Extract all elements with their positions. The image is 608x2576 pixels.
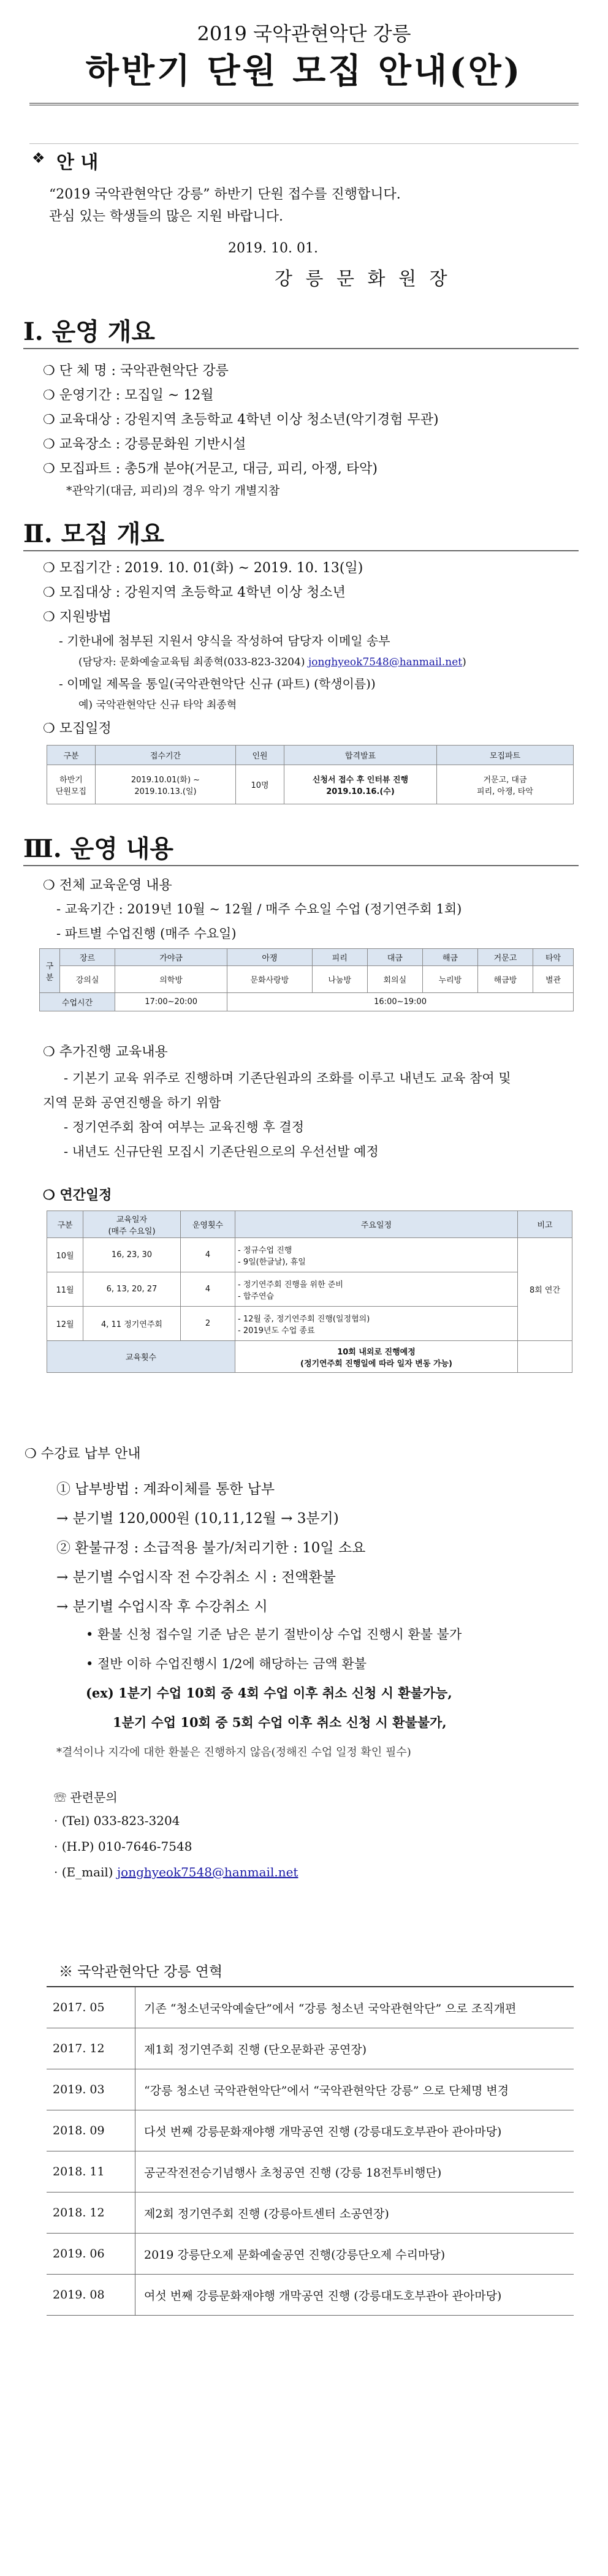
history-date: 2018. 11 [47, 2151, 135, 2193]
section1-heading: Ⅰ. 운영 개요 [23, 317, 156, 346]
annual-cell: 16, 23, 30 [83, 1238, 181, 1272]
notice-line-2: 관심 있는 학생들의 많은 지원 바랍니다. [49, 209, 283, 224]
annual-table [47, 1211, 572, 1373]
annual-cell: 4 [181, 1272, 235, 1307]
history-date: 2017. 12 [47, 2028, 135, 2069]
annual-total-empty [518, 1341, 572, 1373]
section1-note: *관악기(대금, 피리)의 경우 악기 개별지참 [66, 484, 280, 497]
schedule-cell: 2019.10.01(화) ~ 2019.10.13.(일) [96, 765, 236, 804]
annual-total-label: 교육횟수 [47, 1341, 235, 1373]
history-event: 제1회 정기연주회 진행 (단오문화관 공연장) [135, 2028, 574, 2069]
notice-line-1: “2019 국악관현악단 강릉” 하반기 단원 접수를 진행합니다. [49, 187, 401, 202]
notice-marker-icon: ❖ [32, 149, 45, 167]
schedule-th: 모집파트 [437, 746, 574, 765]
section3-item1: ❍ 전체 교육운영 내용 [43, 878, 172, 893]
contact-email-row: · (E_mail) jonghyeok7548@hanmail.net [54, 1865, 298, 1879]
part-room: 별관 [533, 966, 574, 993]
section3-heading: Ⅲ. 운영 내용 [23, 834, 174, 863]
fee-line-9: 1분기 수업 10회 중 5회 수업 이후 취소 신청 시 환불불가, [113, 1715, 447, 1730]
history-date: 2018. 12 [47, 2193, 135, 2234]
history-event: 제2회 정기연주회 진행 (강릉아트센터 소공연장) [135, 2193, 574, 2234]
history-date: 2019. 06 [47, 2234, 135, 2275]
history-event: 2019 강릉단오제 문화예술공연 진행(강릉단오제 수리마당) [135, 2234, 574, 2275]
part-th: 장르 [60, 949, 115, 966]
annual-th: 구분 [47, 1211, 83, 1238]
fee-line-6: • 환불 신청 접수일 기준 남은 분기 절반이상 수업 진행시 환불 불가 [86, 1627, 462, 1642]
annual-cell: 11월 [47, 1272, 83, 1307]
section1-item-3: ❍ 교육장소 : 강릉문화원 기반시설 [43, 437, 246, 452]
part-room: 나눔방 [312, 966, 367, 993]
fee-heading: ❍ 수강료 납부 안내 [25, 1446, 141, 1462]
annual-cell: 6, 13, 20, 27 [83, 1272, 181, 1307]
schedule-label: ❍ 모집일정 [43, 721, 112, 736]
annual-th: 비고 [518, 1211, 572, 1238]
contact-email-link[interactable]: jonghyeok7548@hanmail.net [116, 1865, 298, 1879]
schedule-th: 구분 [47, 746, 96, 765]
history-date: 2019. 08 [47, 2275, 135, 2316]
section2-item-1: ❍ 모집대상 : 강원지역 초등학교 4학년 이상 청소년 [43, 585, 346, 600]
contact-tel: · (Tel) 033-823-3204 [54, 1813, 180, 1828]
page-subtitle: 2019 국악관현악단 강릉 [197, 22, 411, 45]
schedule-cell: 10명 [236, 765, 284, 804]
annual-th: 운영횟수 [181, 1211, 235, 1238]
schedule-th: 합격발표 [284, 746, 437, 765]
method-line-1b: (담당자: 문화예술교육팀 최종혁(033-823-3204) jonghyeok7548@hanmail.net) [78, 656, 466, 668]
email-link[interactable]: jonghyeok7548@hanmail.net [308, 656, 463, 668]
schedule-th: 접수기간 [96, 746, 236, 765]
section3-rule [23, 865, 579, 866]
part-th: 거문고 [477, 949, 533, 966]
part-th: 해금 [422, 949, 477, 966]
fee-line-10: *결석이나 지각에 대한 환불은 진행하지 않음(정해진 수업 일정 확인 필수) [56, 1746, 411, 1759]
schedule-cell: 하반기 단원모집 [47, 765, 96, 804]
annual-cell: 4 [181, 1238, 235, 1272]
section3-item1b: - 파트별 수업진행 (매주 수요일) [56, 926, 237, 941]
section3-item2c: - 정기연주회 참여 여부는 교육진행 후 결정 [64, 1120, 305, 1135]
history-event: “강릉 청소년 국악관현악단”에서 “국악관현악단 강릉” 으로 단체명 변경 [135, 2069, 574, 2110]
annual-cell: - 12월 중, 정기연주회 진행(일정협의) - 2019년도 수업 종료 [235, 1307, 518, 1341]
annual-cell: 4, 11 정기연주회 [83, 1307, 181, 1341]
contact-hp: · (H.P) 010-7646-7548 [54, 1839, 192, 1854]
fee-line-3: ② 환불규정 : 소급적용 불가/처리기한 : 10일 소요 [56, 1540, 366, 1556]
section1-rule [23, 348, 579, 349]
history-event: 기존 “청소년국악예술단”에서 “강릉 청소년 국악관현악단” 으로 조직개편 [135, 1987, 574, 2028]
section3-item2: ❍ 추가진행 교육내용 [43, 1044, 168, 1060]
history-event: 여섯 번째 강릉문화재야행 개막공연 진행 (강릉대도호부관아 관아마당) [135, 2275, 574, 2316]
history-heading: ※ 국악관현악단 강릉 연혁 [59, 1964, 223, 1980]
notice-date: 2019. 10. 01. [228, 241, 318, 256]
section2-heading: Ⅱ. 모집 개요 [23, 519, 165, 548]
annual-cell: - 정기연주회 진행을 위한 준비 - 합주연습 [235, 1272, 518, 1307]
annual-cell: 2 [181, 1307, 235, 1341]
history-date: 2018. 09 [47, 2110, 135, 2151]
history-event: 다섯 번째 강릉문화재야행 개막공연 진행 (강릉대도호부관아 관아마당) [135, 2110, 574, 2151]
section3-item3: ❍ 연간일정 [43, 1187, 112, 1203]
method-line-2b: 예) 국악관현악단 신규 타악 최종혁 [78, 699, 237, 711]
annual-cell: - 정규수업 진행 - 9일(한글날), 휴일 [235, 1238, 518, 1272]
history-table [47, 1986, 574, 2316]
history-date: 2019. 03 [47, 2069, 135, 2110]
part-th: 피리 [312, 949, 367, 966]
annual-th: 주요일정 [235, 1211, 518, 1238]
section1-item-2: ❍ 교육대상 : 강원지역 초등학교 4학년 이상 청소년(악기경험 무관) [43, 412, 439, 428]
schedule-th: 인원 [236, 746, 284, 765]
schedule-cell: 거문고, 대금 피리, 아쟁, 타악 [437, 765, 574, 804]
section2-item-2: ❍ 지원방법 [43, 610, 112, 625]
part-table [39, 948, 574, 1011]
section2-item-0: ❍ 모집기간 : 2019. 10. 01(화) ~ 2019. 10. 13(일) [43, 561, 363, 576]
part-th: 타악 [533, 949, 574, 966]
part-room: 문화사랑방 [227, 966, 313, 993]
method-line-2: - 이메일 제목을 통일(국악관현악단 신규 (파트) (학생이름)) [59, 676, 376, 691]
method-line-1: - 기한내에 첨부된 지원서 양식을 작성하여 담당자 이메일 송부 [59, 633, 390, 648]
notice-rule [29, 143, 579, 144]
annual-note: 8회 연간 [518, 1238, 572, 1341]
part-room: 의학방 [115, 966, 227, 993]
annual-total-text: 10회 내외로 진행예정 (정기연주회 진행일에 따라 일자 변동 가능) [235, 1341, 518, 1373]
section3-item2d: - 내년도 신규단원 모집시 기존단원으로의 우선선발 예정 [64, 1144, 379, 1159]
notice-org: 강 릉 문 화 원 장 [275, 268, 451, 290]
section3-item2a: - 기본기 교육 위주로 진행하며 기존단원과의 조화를 이루고 내년도 교육 참여 및 [64, 1071, 511, 1086]
page-title: 하반기 단원 모집 안내(안) [85, 51, 523, 91]
part-time: 16:00~19:00 [227, 993, 574, 1011]
fee-line-7: • 절반 이하 수업진행시 1/2에 해당하는 금액 환불 [86, 1656, 367, 1671]
fee-line-2: → 분기별 120,000원 (10,11,12월 → 3분기) [56, 1511, 339, 1527]
part-room: 누리방 [422, 966, 477, 993]
section2-rule [23, 550, 579, 551]
part-th: 가야금 [115, 949, 227, 966]
section1-item-4: ❍ 모집파트 : 총5개 분야(거문고, 대금, 피리, 아쟁, 타악) [43, 461, 378, 477]
fee-line-1: ① 납부방법 : 계좌이체를 통한 납부 [56, 1481, 275, 1497]
part-th: 대금 [367, 949, 422, 966]
section3-item2b: 지역 문화 공연진행을 하기 위함 [43, 1095, 221, 1110]
part-time: 17:00~20:00 [115, 993, 227, 1011]
notice-heading: 안 내 [56, 152, 99, 173]
history-date: 2017. 05 [47, 1987, 135, 2028]
section1-item-1: ❍ 운영기간 : 모집일 ~ 12월 [43, 388, 214, 403]
schedule-table [47, 745, 574, 804]
part-room-label: 강의실 [60, 966, 115, 993]
part-row-header: 구분 [40, 949, 60, 993]
fee-line-8: (ex) 1분기 수업 10회 중 4회 수업 이후 취소 신청 시 환불가능, [86, 1685, 452, 1701]
contact-heading: ☏ 관련문의 [54, 1790, 118, 1805]
part-time-label: 수업시간 [40, 993, 115, 1011]
history-event: 공군작전전승기념행사 초청공연 진행 (강릉 18전투비행단) [135, 2151, 574, 2193]
section1-item-0: ❍ 단 체 명 : 국악관현악단 강릉 [43, 363, 229, 379]
schedule-cell: 신청서 접수 후 인터뷰 진행 2019.10.16.(수) [284, 765, 437, 804]
section3-item1a: - 교육기간 : 2019년 10월 ~ 12월 / 매주 수요일 수업 (정기연주회 1회) [56, 902, 462, 916]
fee-line-5: → 분기별 수업시작 후 수강취소 시 [56, 1599, 268, 1615]
part-room: 회의실 [367, 966, 422, 993]
part-room: 해금방 [477, 966, 533, 993]
annual-cell: 12월 [47, 1307, 83, 1341]
part-th: 아쟁 [227, 949, 313, 966]
title-rule [29, 103, 579, 105]
annual-th: 교육일자 (매주 수요일) [83, 1211, 181, 1238]
fee-line-4: → 분기별 수업시작 전 수강취소 시 : 전액환불 [56, 1569, 336, 1585]
annual-cell: 10월 [47, 1238, 83, 1272]
